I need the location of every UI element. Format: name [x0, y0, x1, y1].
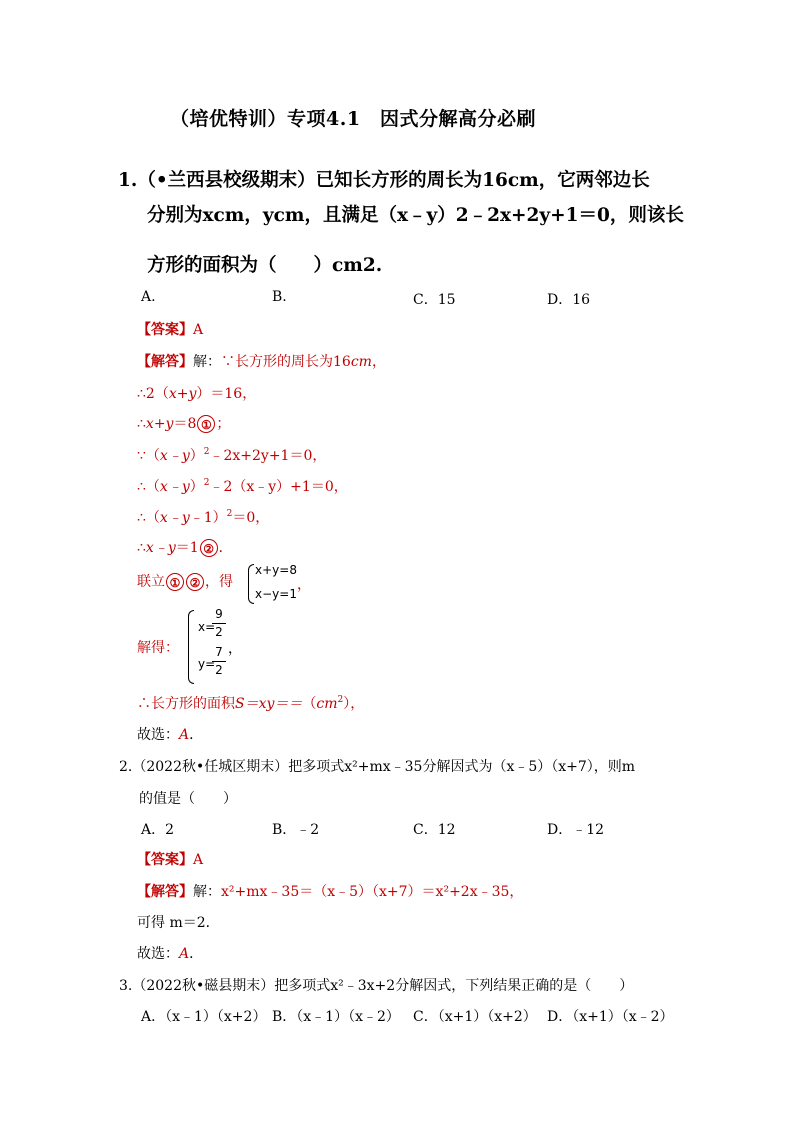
q2-stem-line-2: 的值是（ ） — [139, 791, 237, 807]
variable: x﹣y — [159, 510, 190, 526]
text: ﹣2（x﹣y）+1＝0， — [209, 479, 348, 495]
q1-solution-line-8 — [137, 571, 233, 591]
text: ∴（ — [137, 479, 160, 495]
answer-tag: 【答案】 — [137, 852, 193, 868]
punct: ， — [371, 354, 386, 370]
q1-solution-line-6 — [137, 507, 269, 527]
text: ）， — [343, 696, 365, 712]
circled-number-2: ② — [186, 573, 204, 591]
circled-number-2: ② — [200, 539, 218, 557]
q2-solution-line-2: 可得 m＝2． — [137, 915, 220, 931]
page-title: （培优特训）专项4.1 因式分解高分必刷 — [170, 108, 537, 130]
solution-text: x²+mx﹣35＝（x﹣5）（x+7）＝x²+2x﹣35， — [221, 884, 524, 900]
answer-value: A — [193, 852, 204, 868]
text: 故选： — [137, 727, 179, 743]
choice-letter: A — [179, 946, 190, 962]
q2-solution-line-3 — [137, 943, 203, 963]
circled-number-1: ① — [197, 415, 215, 433]
q1-solution-line-9: 解得： — [137, 640, 179, 656]
q1-stem-line-3: 方形的面积为（ ）cm2. — [147, 255, 383, 276]
text: ∴长方形的面积 — [137, 696, 235, 712]
q1-solution-line-4 — [137, 445, 326, 465]
q1-stem-line-1: 1.（•兰西县校级期末）已知长方形的周长为16cm，它两邻边长 — [118, 170, 650, 191]
text: ＝1 — [175, 540, 199, 556]
unit: cm — [316, 696, 338, 712]
solution-brace — [188, 610, 194, 684]
q3-option-c: C．（x+1）（x+2） — [413, 1009, 537, 1025]
punct: ； — [216, 416, 231, 432]
q1-solution-line-3 — [137, 413, 230, 433]
solution-x-label: x= — [198, 620, 216, 634]
q2-solution-line-1 — [137, 881, 523, 901]
q1-stem-line-2: 分别为xcm，ycm，且满足（x﹣y）2﹣2x+2y+1＝0，则该长 — [147, 205, 684, 226]
y-numerator: 7 — [215, 645, 223, 659]
fraction-bar — [212, 661, 226, 662]
unit: cm — [350, 354, 372, 370]
q2-answer — [137, 849, 203, 869]
q1-option-c: C．15 — [413, 292, 456, 308]
answer-value: A — [193, 322, 204, 338]
variable: x﹣y — [145, 540, 176, 556]
text: ∵（ — [137, 448, 160, 464]
solution-tag: 【解答】 — [137, 354, 193, 370]
q1-solution-line-1 — [137, 351, 386, 371]
superscript: 2 — [226, 509, 233, 519]
text: ） — [189, 479, 204, 495]
fraction-bar — [212, 623, 226, 624]
text: ） — [189, 448, 204, 464]
q2-option-a: A．2 — [141, 822, 175, 838]
solution-text: ∵长方形的周长为16 — [221, 354, 351, 370]
q1-option-d: D．16 — [547, 292, 591, 308]
answer-tag: 【答案】 — [137, 322, 193, 338]
system-equation-1: x+y=8 — [255, 563, 297, 577]
variable: x﹣y — [159, 448, 190, 464]
q3-option-b: B．（x﹣1）（x﹣2） — [272, 1009, 400, 1025]
text: ∴ — [137, 540, 146, 556]
q1-solution-line-10 — [137, 693, 364, 713]
x-denominator: 2 — [215, 625, 223, 639]
y-denominator: 2 — [215, 663, 223, 677]
solution-tag: 【解答】 — [137, 884, 193, 900]
text: 联立 — [137, 574, 165, 590]
q1-solution-line-7 — [137, 537, 233, 557]
text: ）＝16， — [196, 386, 257, 402]
q3-option-d: D．（x+1）（x﹣2） — [547, 1009, 674, 1025]
q2-option-b: B．﹣2 — [272, 822, 320, 838]
punct: ． — [189, 946, 204, 962]
variable: x﹣y — [159, 479, 190, 495]
superscript: 2 — [203, 478, 210, 488]
punct: ， — [297, 577, 311, 593]
q1-answer — [137, 319, 203, 339]
solution-intro: 解： — [193, 354, 221, 370]
text: ﹣2x+2y+1＝0， — [209, 448, 327, 464]
punct: ． — [189, 727, 204, 743]
solution-intro: 解： — [193, 884, 221, 900]
text: ∴ — [137, 416, 146, 432]
superscript: 2 — [203, 447, 210, 457]
text: ﹣1） — [189, 510, 227, 526]
q1-solution-line-5 — [137, 476, 348, 496]
text: ∴2（ — [137, 386, 169, 402]
text: ＝8 — [173, 416, 197, 432]
choice-letter: A — [179, 727, 190, 743]
variable: x+y — [168, 386, 197, 402]
q2-stem-line-1: 2.（2022秋•任城区期末）把多项式x²+mx﹣35分解因式为（x﹣5）（x+7），则m — [119, 759, 636, 775]
superscript: 2 — [337, 695, 344, 705]
q1-option-a: A. — [141, 289, 156, 305]
system-brace — [248, 564, 254, 604]
text: 故选： — [137, 946, 179, 962]
text: ，得 — [205, 574, 233, 590]
punct: ． — [218, 540, 233, 556]
system-equation-2: x−y=1 — [255, 587, 297, 601]
text: ＝0， — [232, 510, 270, 526]
text: ∴（ — [137, 510, 160, 526]
punct: ， — [228, 641, 242, 657]
x-numerator: 9 — [215, 607, 223, 621]
q1-solution-line-2 — [137, 383, 256, 403]
q1-option-b: B. — [272, 289, 287, 305]
q3-stem-line-1: 3.（2022秋•磁县期末）把多项式x²﹣3x+2分解因式，下列结果正确的是（ ） — [119, 978, 634, 994]
q2-option-c: C．12 — [413, 822, 456, 838]
solution-y-label: y= — [198, 657, 216, 671]
circled-number-1: ① — [166, 573, 184, 591]
q1-solution-line-11 — [137, 724, 203, 744]
q2-option-d: D．﹣12 — [547, 822, 605, 838]
variable: S＝xy＝＝ — [235, 696, 303, 712]
text: （ — [302, 696, 317, 712]
q3-option-a: A．（x﹣1）（x+2） — [141, 1009, 267, 1025]
variable: x+y — [145, 416, 174, 432]
